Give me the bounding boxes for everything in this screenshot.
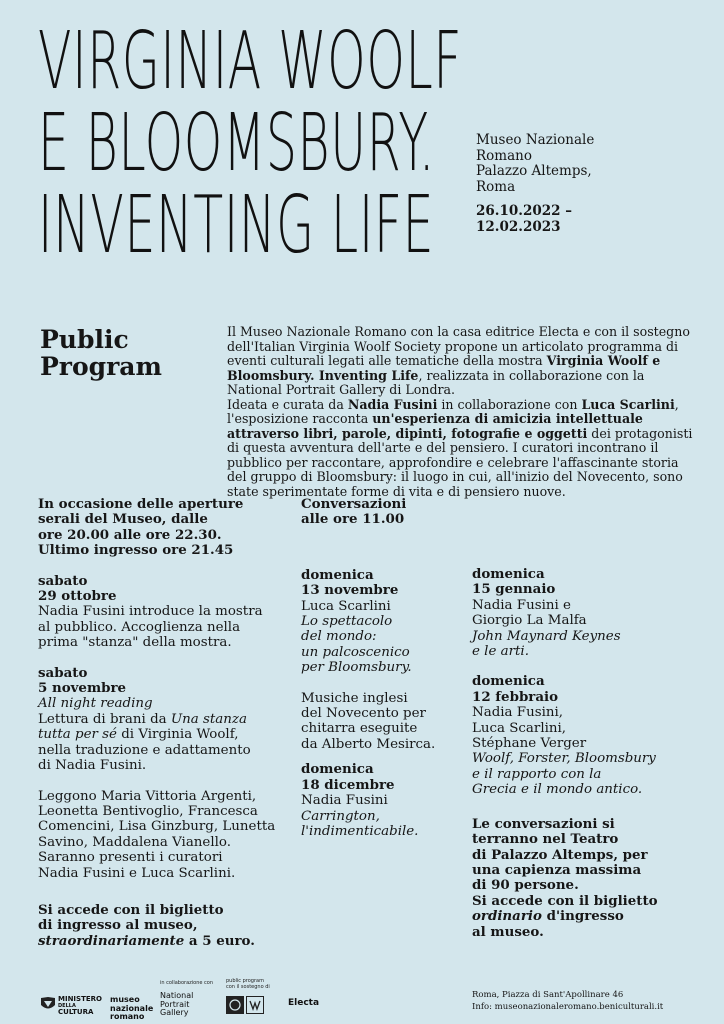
event-18-dicembre: domenica 18 dicembre Nadia Fusini Carrington, l'indimenticabile.	[301, 762, 461, 839]
intro-text: , l'esposizione racconta	[227, 396, 679, 426]
intro-paragraph	[227, 325, 697, 499]
heading-line: Program	[40, 352, 162, 381]
national-portrait-gallery-logo: National Portrait Gallery	[160, 991, 194, 1017]
intro-text: Il Museo Nazionale Romano con la casa editrice Electa e con il sostegno dell'Italian Virginia Woolf Society propone un articolato programma di eventi culturali legati alle tematiche della mostra	[227, 324, 690, 368]
event-day: domenica	[472, 673, 545, 690]
venue-line: Palazzo Altemps,	[476, 163, 592, 179]
event-29-ottobre: sabato 29 ottobre Nadia Fusini introduce la mostra al pubblico. Accoglienza nella prima "stanza" della mostra.	[38, 574, 283, 651]
readers-list: Leggono Maria Vittoria Argenti, Leonetta Bentivoglio, Francesca Comencini, Lisa Ginzburg, Lunetta Savino, Maddalena Vianello. Saranno presenti i curatori Nadia Fusini e Luca Scarlini.	[38, 788, 276, 881]
public-program-support-label: public program con il sostegno di	[226, 978, 270, 990]
event-date: 29 ottobre	[38, 588, 117, 605]
ministero-emblem-icon	[40, 996, 56, 1012]
intro-exhibition-name: Virginia Woolf e Bloomsbury. Inventing Life	[227, 353, 661, 383]
date-end: 12.02.2023	[476, 218, 561, 235]
electa-logo: Electa	[288, 998, 320, 1008]
event-date: 18 dicembre	[301, 776, 395, 793]
woolf-society-emblem-icon	[226, 996, 244, 1014]
heading-line: Public	[40, 325, 129, 354]
intro-curator: Nadia Fusini	[347, 396, 438, 412]
event-date: 5 novembre	[38, 680, 127, 697]
music-note: Musiche inglesi del Novecento per chitarra eseguite da Alberto Mesirca.	[301, 690, 436, 752]
event-day: domenica	[301, 566, 374, 583]
event-date: 13 novembre	[301, 582, 399, 599]
exhibition-dates	[476, 204, 696, 235]
column-conversations-2	[472, 567, 687, 940]
intro-curator: Luca Scarlini	[581, 396, 675, 412]
footer-address	[472, 989, 712, 1013]
evening-openings-note: In occasione delle aperture serali del Museo, dalle ore 20.00 alle ore 22.30. Ultimo ingresso ore 21.45	[38, 496, 244, 559]
museo-nazionale-romano-logo: museo nazionale romano	[110, 995, 154, 1021]
event-day: sabato	[38, 664, 88, 681]
venue-line: Museo Nazionale	[476, 132, 595, 148]
column-evening-events	[38, 497, 283, 949]
collaboration-label: in collaborazione con	[160, 980, 214, 986]
title-line-2: E BLOOMSBURY.	[38, 97, 436, 189]
exhibition-title	[38, 15, 463, 271]
event-5-novembre: sabato 5 novembre All night reading Lettura di brani da Una stanza tutta per sé di Virginia Woolf, nella traduzione e adattamento di Nadia Fusini.	[38, 666, 283, 774]
woolf-society-logo-icon	[246, 996, 264, 1014]
venue-line: Roma	[476, 178, 516, 195]
intro-text: dei protagonisti di questa avventura dell'arte e del pensiero. I curatori incontrano il pubblico per raccontare, approfondire e celebrare l'affascinante storia del gruppo di Bloomsbury: il luogo in cui, all'inizio del Novecento, sono state sperimentate forme di vita e di pensiero nuove.	[227, 425, 693, 499]
venue-block	[476, 133, 696, 195]
intro-text: , realizzata in collaborazione con la National Portrait Gallery di Londra.	[227, 367, 645, 397]
intro-text: in collaborazione con	[437, 396, 582, 412]
venue-line: Romano	[476, 147, 532, 164]
ministero-logo: MINISTERO DELLA CULTURA	[58, 995, 102, 1016]
event-date: 12 febbraio	[472, 688, 559, 705]
event-day: sabato	[38, 572, 88, 589]
date-start: 26.10.2022 –	[476, 203, 572, 219]
event-15-gennaio: domenica 15 gennaio Nadia Fusini e Giorgio La Malfa John Maynard Keynes e le arti.	[472, 567, 687, 659]
venue-capacity-note: Le conversazioni si terranno nel Teatro di Palazzo Altemps, per una capienza massima di 90 persone. Si accede con il biglietto ordinario d'ingresso al museo.	[472, 815, 658, 940]
title-line-1: VIRGINIA WOOLF	[38, 15, 463, 107]
conversations-heading: Conversazioni alle ore 11.00	[301, 496, 407, 528]
event-date: 15 gennaio	[472, 581, 556, 598]
event-day: domenica	[301, 761, 374, 778]
info-link[interactable]: Info: museonazionaleromano.beniculturali.it	[472, 1002, 664, 1012]
event-13-novembre: domenica 13 novembre Luca Scarlini Lo spettacolo del mondo: un palcoscenico per Bloomsbury.	[301, 568, 461, 676]
intro-text: Ideata e curata da	[227, 396, 348, 412]
column-conversations	[301, 497, 461, 839]
event-title: All night reading	[38, 696, 153, 712]
public-program-heading	[40, 326, 162, 380]
event-12-febbraio: domenica 12 febbraio Nadia Fusini, Luca Scarlini, Stéphane Verger Woolf, Forster, Bloomsbury e il rapporto con la Grecia e il mondo antico.	[472, 674, 687, 797]
ticket-note: Si accede con il biglietto di ingresso al museo, straordinariamente a 5 euro.	[38, 901, 255, 949]
event-day: domenica	[472, 566, 545, 582]
title-line-3: INVENTING LIFE	[38, 179, 435, 271]
intro-highlight: un'esperienza di amicizia intellettuale attraverso libri, parole, dipinti, fotografie e oggetti	[227, 411, 643, 441]
address-line: Roma, Piazza di Sant'Apollinare 46	[472, 990, 624, 1000]
